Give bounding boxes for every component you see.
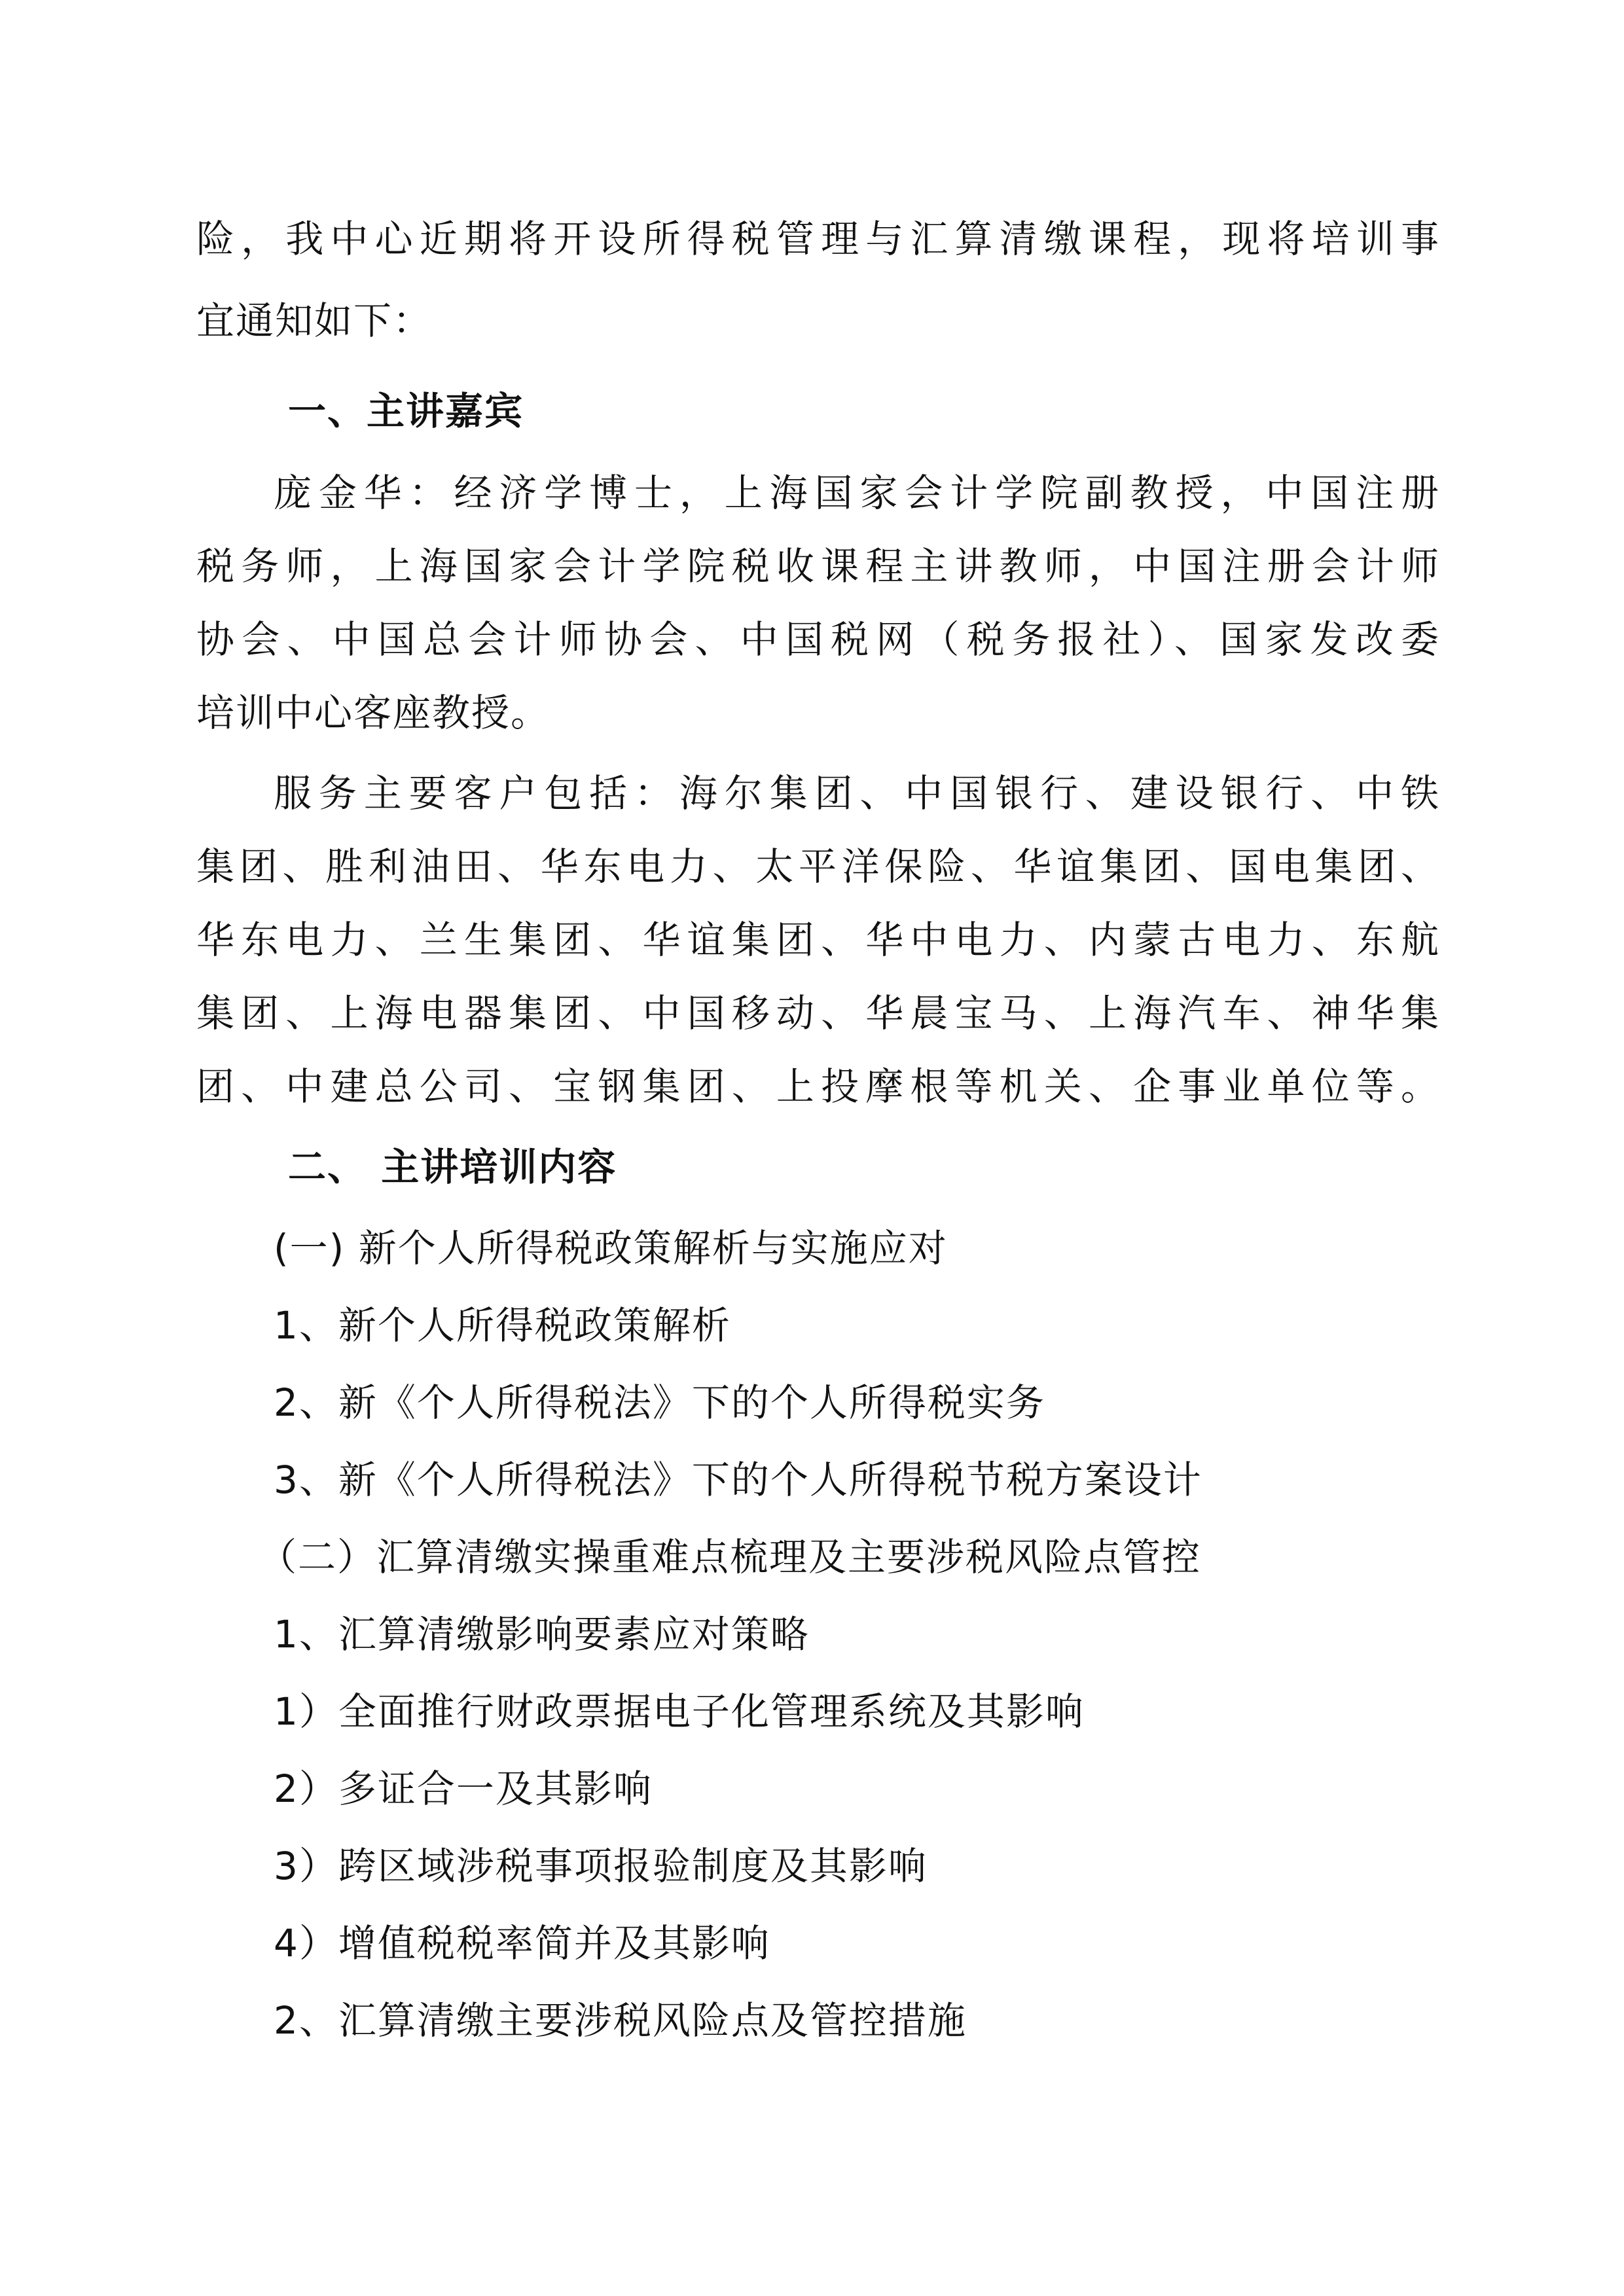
part-1-item-3: 3、新《个人所得税法》下的个人所得税节税方案设计: [274, 1458, 1202, 1502]
clients-line-4: 集团、上海电器集团、中国移动、华晨宝马、上海汽车、神华集: [196, 991, 1440, 1035]
bio-line-3: 协会、中国总会计师协会、中国税网（税务报社）、国家发改委: [196, 617, 1440, 662]
part-2-title: （二）汇算清缴实操重难点梳理及主要涉税风险点管控: [259, 1535, 1202, 1579]
part-2-item-2: 2、汇算清缴主要涉税风险点及管控措施: [274, 1998, 967, 2043]
part-2-subitem-3: 3）跨区域涉税事项报验制度及其影响: [274, 1844, 928, 1888]
clients-line-5: 团、中建总公司、宝钢集团、上投摩根等机关、企事业单位等。: [196, 1064, 1440, 1109]
intro-line-2: 宜通知如下：: [196, 298, 433, 343]
part-2-subitem-2: 2）多证合一及其影响: [274, 1767, 653, 1811]
clients-line-3: 华东电力、兰生集团、华谊集团、华中电力、内蒙古电力、东航: [196, 918, 1440, 962]
intro-line-1: 险，我中心近期将开设所得税管理与汇算清缴课程，现将培训事: [196, 217, 1440, 261]
part-2-item-1: 1、汇算清缴影响要素应对策略: [274, 1612, 810, 1657]
part-1-item-2: 2、新《个人所得税法》下的个人所得税实务: [274, 1380, 1045, 1425]
bio-line-2: 税务师，上海国家会计学院税收课程主讲教师，中国注册会计师: [196, 544, 1440, 588]
part-2-subitem-4: 4）增值税税率简并及其影响: [274, 1921, 770, 1965]
clients-line-1: 服务主要客户包括：海尔集团、中国银行、建设银行、中铁: [274, 771, 1440, 816]
bio-line-4: 培训中心客座教授。: [196, 691, 550, 735]
clients-line-2: 集团、胜利油田、华东电力、太平洋保险、华谊集团、国电集团、: [196, 844, 1440, 889]
bio-line-1: 庞金华：经济学博士，上海国家会计学院副教授，中国注册: [274, 471, 1440, 515]
section-2-heading: 二、 主讲培训内容: [288, 1145, 617, 1189]
part-2-subitem-1: 1）全面推行财政票据电子化管理系统及其影响: [274, 1689, 1085, 1734]
section-1-heading: 一、主讲嘉宾: [288, 389, 524, 433]
part-1-title: (一) 新个人所得税政策解析与实施应对: [274, 1226, 948, 1270]
part-1-item-1: 1、新个人所得税政策解析: [274, 1303, 731, 1348]
